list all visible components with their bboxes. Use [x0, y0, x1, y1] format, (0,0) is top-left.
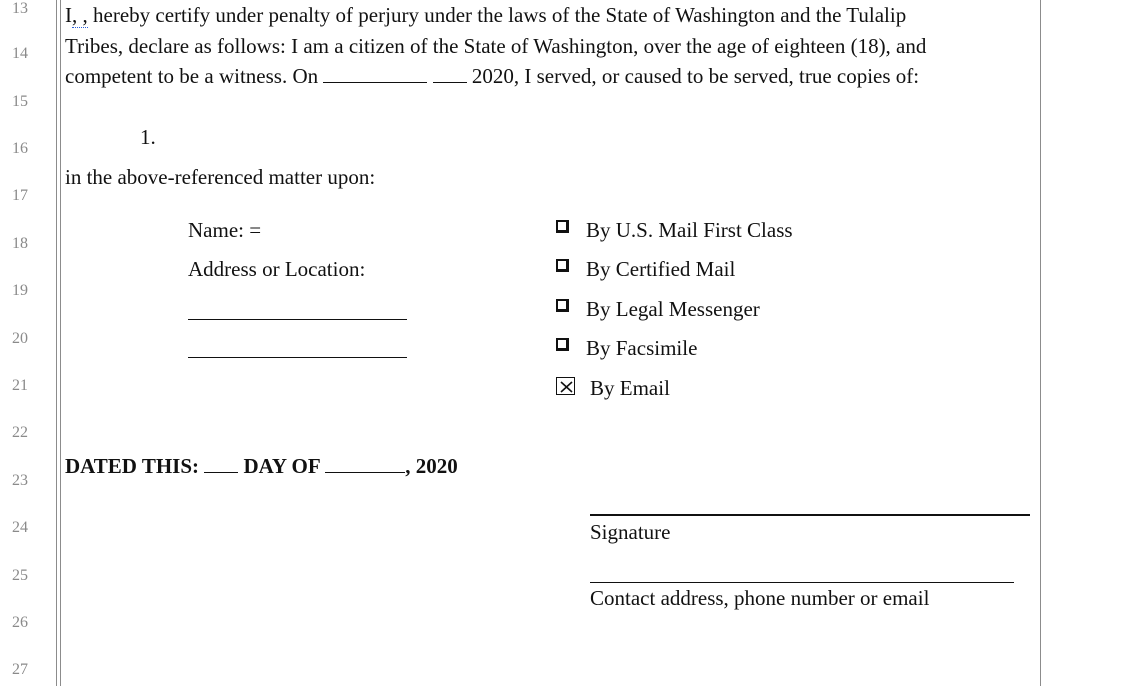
line-number: 24 — [12, 519, 28, 536]
checkbox-certified-mail[interactable] — [556, 259, 569, 272]
contact-line[interactable] — [590, 582, 1014, 583]
line-number: 14 — [12, 45, 28, 62]
address-line-1[interactable] — [188, 319, 407, 320]
line-number: 19 — [12, 282, 28, 299]
check-x-icon — [557, 378, 576, 396]
certify-line-2: Tribes, declare as follows: I am a citizen of the State of Washington, over the age of eighteen (18), and — [65, 34, 927, 58]
line-number: 20 — [12, 330, 28, 347]
certify-line-3: competent to be a witness. On 2020, I served, or caused to be served, true copies of: — [65, 64, 920, 88]
dated-day-blank[interactable] — [204, 454, 238, 473]
line-number: 26 — [12, 614, 28, 631]
line-number: 21 — [12, 377, 28, 394]
line-number: 22 — [12, 424, 28, 441]
dated-month-blank[interactable] — [325, 454, 405, 473]
line-number: 18 — [12, 235, 28, 252]
dated-line: DATED THIS: DAY OF , 2020 — [65, 454, 458, 478]
line-number: 23 — [12, 472, 28, 489]
name-label: Name: = — [188, 218, 262, 242]
label-email: By Email — [590, 376, 670, 400]
signature-label: Signature — [590, 520, 671, 544]
label-facsimile: By Facsimile — [586, 336, 698, 360]
line-number: 17 — [12, 187, 28, 204]
certify-line-1: I, , hereby certify under penalty of perjury under the laws of the State of Washington and the Tulalip — [65, 3, 907, 27]
left-margin-rule — [56, 0, 57, 686]
checkbox-email-checked[interactable] — [556, 377, 575, 395]
line-number: 15 — [12, 93, 28, 110]
address-label: Address or Location: — [188, 257, 366, 281]
checkbox-us-mail[interactable] — [556, 220, 569, 233]
line-number: 16 — [12, 140, 28, 157]
left-margin-rule-inner — [60, 0, 61, 686]
right-margin-rule — [1040, 0, 1041, 686]
line-number: 25 — [12, 567, 28, 584]
day-blank[interactable] — [433, 64, 467, 83]
checkbox-facsimile[interactable] — [556, 338, 569, 351]
date-blank[interactable] — [323, 64, 427, 83]
checkbox-legal-messenger[interactable] — [556, 299, 569, 312]
contact-label: Contact address, phone number or email — [590, 586, 930, 610]
document-list-item: 1. — [140, 125, 156, 149]
label-legal-messenger: By Legal Messenger — [586, 297, 760, 321]
name-placeholder[interactable]: , , — [72, 3, 88, 27]
line-number: 13 — [12, 0, 28, 17]
upon-text: in the above-referenced matter upon: — [65, 165, 376, 189]
label-us-mail: By U.S. Mail First Class — [586, 218, 793, 242]
line-number: 27 — [12, 661, 28, 678]
address-line-2[interactable] — [188, 357, 407, 358]
label-certified-mail: By Certified Mail — [586, 257, 736, 281]
signature-line[interactable] — [590, 514, 1030, 516]
